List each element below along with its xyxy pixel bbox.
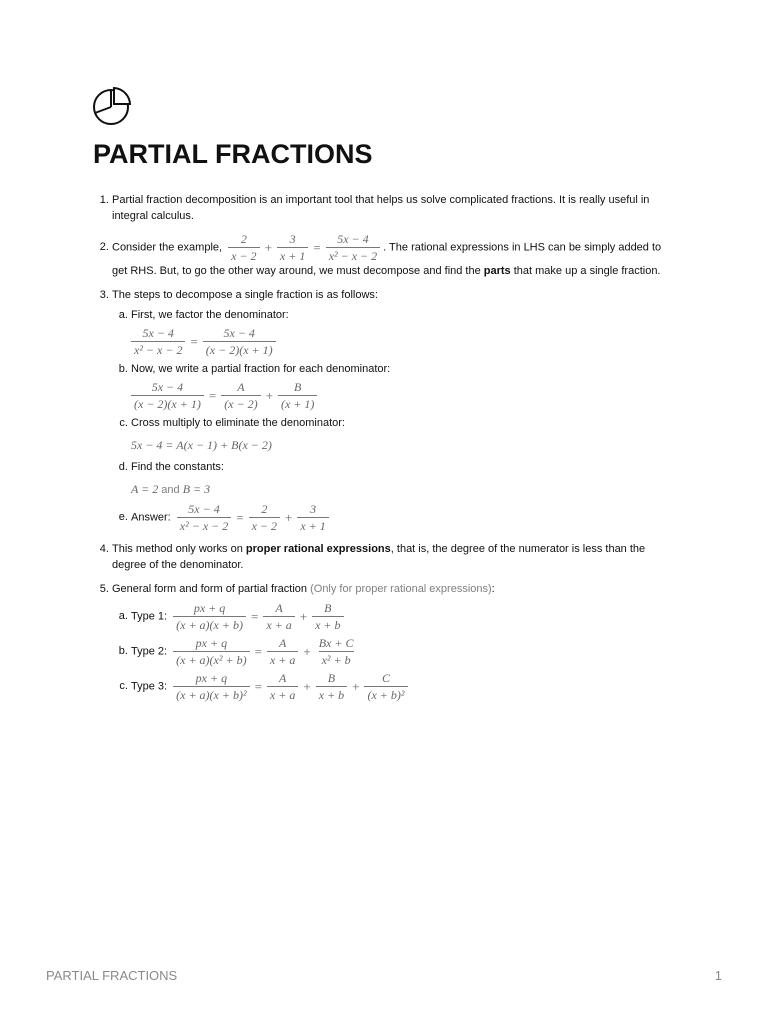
equals-sign: = — [254, 643, 262, 659]
denominator: (x − 2)(x + 1) — [131, 395, 204, 411]
numerator: px + q — [193, 601, 226, 615]
denominator: (x + a)(x + b) — [173, 616, 246, 632]
item-4-text-end: , that is, the degree of the numerator is less than the degree of the denominator. — [112, 543, 646, 571]
denominator: (x − 2)(x + 1) — [203, 341, 276, 357]
document-page — [93, 86, 673, 710]
page-number: 1 — [714, 968, 722, 983]
denominator: x² + b — [319, 651, 354, 667]
denominator: x² − x − 2 — [177, 517, 231, 533]
equals-sign: = — [250, 608, 259, 624]
numerator: 5x − 4 — [188, 502, 220, 516]
step-item — [131, 307, 673, 357]
denominator: x + a — [263, 616, 294, 632]
step-c-text: Cross multiply to eliminate the denominator: — [131, 417, 345, 429]
list-item — [112, 232, 673, 279]
fraction — [316, 636, 357, 667]
denominator: (x − 2) — [221, 395, 260, 411]
type-1-label: Type 1: — [131, 610, 171, 623]
numerator: 3 — [289, 232, 296, 246]
numerator: A — [278, 636, 287, 650]
pie-chart-icon — [92, 86, 132, 126]
footer-title: PARTIAL FRACTIONS — [46, 968, 178, 983]
denominator: (x + 1) — [278, 395, 317, 411]
type-item — [131, 636, 673, 667]
denominator: x + 1 — [297, 517, 328, 533]
main-list — [93, 192, 673, 702]
fraction — [267, 671, 298, 702]
item-5-text-end: : — [491, 583, 495, 595]
numerator: 5x − 4 — [337, 232, 369, 246]
step-item — [131, 415, 673, 453]
numerator: 5x − 4 — [142, 326, 174, 340]
types-list — [112, 601, 673, 702]
denominator: x − 2 — [228, 247, 259, 263]
numerator: B — [327, 671, 336, 685]
numerator: 5x − 4 — [151, 380, 184, 394]
numerator: A — [275, 601, 283, 615]
equation — [131, 380, 673, 411]
equals-sign: = — [313, 239, 321, 255]
fraction — [263, 601, 294, 632]
denominator: x + a — [267, 651, 298, 667]
type-item — [131, 671, 673, 702]
denominator: x + 1 — [277, 247, 308, 263]
numerator: A — [278, 671, 287, 685]
numerator: px + q — [195, 636, 228, 650]
step-a-text: First, we factor the denominator: — [131, 309, 289, 321]
fraction — [278, 380, 317, 411]
item-2-text-end: that make up a single fraction. — [510, 265, 661, 277]
type-3-label: Type 3: — [131, 680, 171, 693]
equals-sign: = — [236, 509, 244, 525]
list-item — [112, 287, 673, 533]
numerator: A — [237, 380, 245, 394]
type-item — [131, 601, 673, 632]
gray-note: (Only for proper rational expressions) — [310, 583, 492, 595]
constant-a: A = 2 — [131, 482, 159, 496]
step-item — [131, 361, 673, 411]
step-d-text: Find the constants: — [131, 461, 224, 473]
fraction — [173, 671, 249, 702]
fraction — [131, 326, 185, 357]
steps-list — [112, 307, 673, 533]
denominator: x − 2 — [249, 517, 280, 533]
bold-term: parts — [483, 265, 511, 277]
numerator: C — [381, 671, 390, 685]
plus-sign: + — [265, 387, 273, 403]
fraction — [228, 232, 259, 263]
denominator: (x + a)(x² + b) — [173, 651, 249, 667]
step-item — [131, 459, 673, 498]
denominator: (x + b)² — [364, 686, 407, 702]
fraction — [364, 671, 407, 702]
plus-sign: + — [285, 509, 293, 525]
step-item — [131, 502, 673, 533]
list-item — [112, 192, 673, 224]
item-3-text: The steps to decompose a single fraction is as follows: — [112, 289, 378, 301]
list-item — [112, 541, 673, 573]
fraction — [267, 636, 298, 667]
equation — [131, 326, 673, 357]
numerator: B — [293, 380, 302, 394]
type-2-label: Type 2: — [131, 645, 171, 658]
plus-sign: + — [299, 608, 308, 624]
denominator: x + b — [316, 686, 347, 702]
item-2-text-start: Consider the example, — [112, 241, 226, 254]
fraction — [326, 232, 380, 263]
numerator: B — [324, 601, 332, 615]
denominator: x + a — [267, 686, 298, 702]
equals-sign: = — [208, 387, 217, 403]
numerator: 3 — [310, 502, 317, 516]
denominator: x + b — [312, 616, 343, 632]
step-e-text: Answer: — [131, 511, 174, 524]
list-item — [112, 581, 673, 702]
plus-sign: + — [303, 678, 311, 694]
numerator: px + q — [195, 671, 228, 685]
item-1-text: Partial fraction decomposition is an important tool that helps us solve complicated fractions. It is really useful in integral calculus. — [112, 194, 650, 222]
numerator: 2 — [240, 232, 247, 246]
fraction — [203, 326, 276, 357]
item-2-text-middle: . The rational expressions in LHS can be simply added to get RHS. But, to go the other way around, we must decompose and find the — [112, 241, 662, 277]
denominator: x² − x − 2 — [326, 247, 380, 263]
fraction — [312, 601, 343, 632]
equals-sign: = — [190, 333, 198, 349]
constants-line — [131, 481, 673, 498]
constant-b: B = 3 — [182, 482, 211, 496]
denominator: x² − x − 2 — [131, 341, 185, 357]
and-word: and — [161, 484, 180, 496]
denominator: (x + a)(x + b)² — [173, 686, 249, 702]
page-title: PARTIAL FRACTIONS — [93, 139, 373, 169]
fraction — [131, 380, 204, 411]
step-b-text: Now, we write a partial fraction for each denominator: — [131, 363, 391, 375]
fraction — [297, 502, 328, 533]
fraction — [173, 636, 249, 667]
fraction — [173, 601, 246, 632]
numerator: 2 — [261, 502, 268, 516]
plus-sign: + — [264, 239, 272, 255]
bold-term: proper rational expressions — [245, 543, 391, 555]
item-5-text-start: General form and form of partial fraction — [112, 583, 311, 595]
fraction — [177, 502, 231, 533]
fraction — [221, 380, 260, 411]
equals-sign: = — [254, 678, 262, 694]
plus-sign: + — [352, 678, 360, 694]
fraction — [249, 502, 280, 533]
fraction — [277, 232, 308, 263]
numerator: 5x − 4 — [223, 326, 255, 340]
fraction — [316, 671, 347, 702]
item-4-text-start: This method only works on — [112, 543, 246, 555]
plus-sign: + — [303, 643, 311, 659]
cross-multiply-equation: 5x − 4 = A(x − 1) + B(x − 2) — [131, 438, 272, 452]
numerator: Bx + C — [318, 636, 354, 650]
